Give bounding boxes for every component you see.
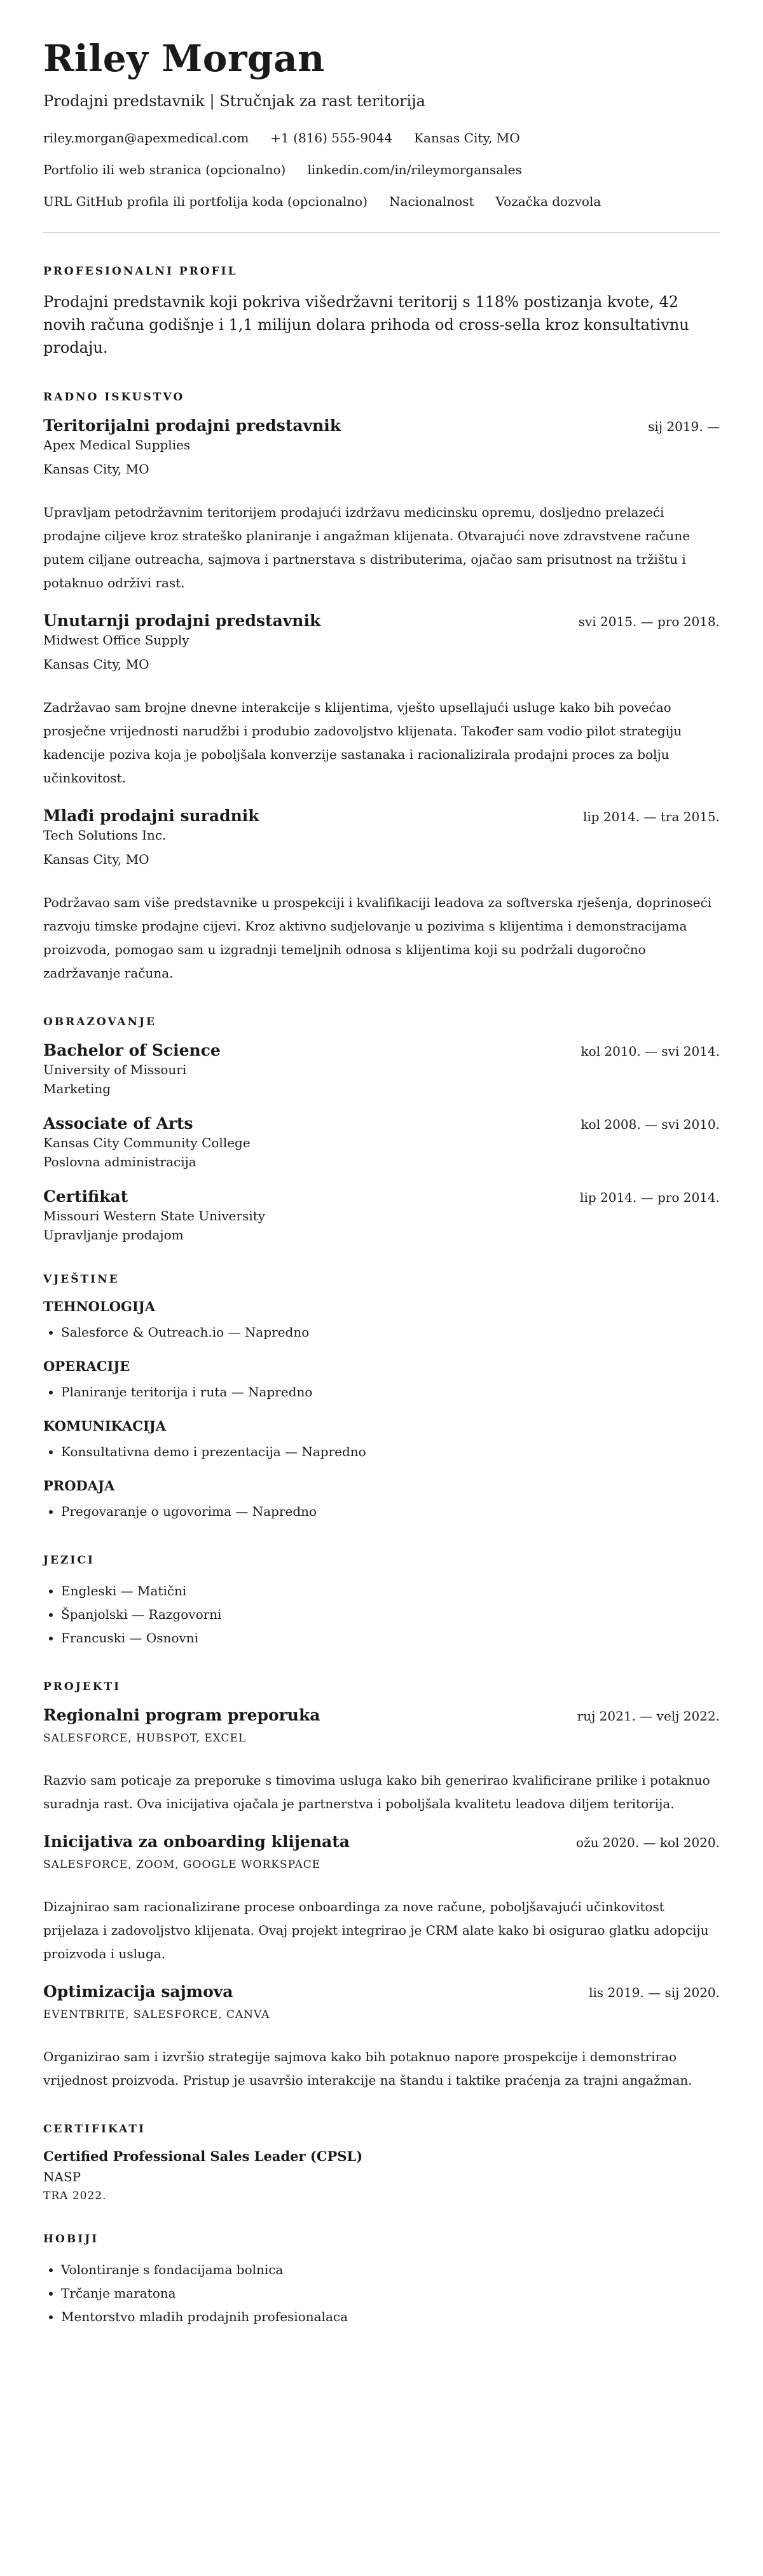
job-description: Podržavao sam više predstavnike u prospekciji i kvalifikaciji leadova za softverska rješenja, doprinoseći razvoju timske prodajne cijevi. Kroz aktivno sudjelovanje u pozivima s klijentima i demonstracijama proizvoda, pomogao sam u izgradnji temeljnih odnosa s klijentima koji su podržali dugoročno zadržavanje računa.: [43, 894, 712, 981]
section-title-experience: RADNO ISKUSTVO: [43, 390, 185, 404]
language-item: • Engleski — Matični: [61, 1579, 720, 1603]
project-entry-header: [43, 1982, 720, 2001]
skill-list: [43, 1380, 720, 1404]
projects-section: [43, 1680, 720, 2092]
project-entry-header: [43, 1706, 720, 1724]
experience-entry: [43, 416, 720, 595]
skill-list: [43, 1500, 720, 1523]
contact-row-3: [43, 194, 720, 209]
education-field: Poslovna administracija: [43, 1154, 196, 1169]
skill-item: • Salesforce & Outreach.io — Napredno: [61, 1321, 720, 1344]
skill-category-title: KOMUNIKACIJA: [43, 1417, 167, 1434]
job-date: svi 2015. — pro 2018.: [578, 613, 720, 629]
education-entry: [43, 1041, 720, 1096]
degree-title: Associate of Arts: [43, 1114, 193, 1133]
experience-entry-header: [43, 807, 720, 825]
certificate-date: TRA 2022.: [43, 2189, 107, 2202]
contact-row-1: [43, 130, 720, 146]
experience-entry: [43, 807, 720, 985]
section-title-languages: JEZICI: [43, 1553, 95, 1567]
job-title: Teritorijalni prodajni predstavnik: [43, 416, 341, 435]
education-field: Upravljanje prodajom: [43, 1227, 184, 1243]
section-title-education: OBRAZOVANJE: [43, 1015, 157, 1028]
job-date: sij 2019. —: [648, 418, 720, 434]
section-title-profile: PROFESIONALNI PROFIL: [43, 264, 238, 278]
experience-entry: [43, 611, 720, 790]
skill-item: • Konsultativna demo i prezentacija — Napredno: [61, 1440, 720, 1464]
project-tech: SALESFORCE, ZOOM, GOOGLE WORKSPACE: [43, 1858, 321, 1871]
job-location: Kansas City, MO: [43, 851, 149, 867]
education-date: kol 2010. — svi 2014.: [581, 1043, 720, 1059]
education-school: Missouri Western State University: [43, 1208, 266, 1223]
project-name: Regionalni program preporuka: [43, 1705, 320, 1724]
hobbies-section: [43, 2233, 720, 2329]
language-item: • Francuski — Osnovni: [61, 1626, 720, 1650]
education-entry-header: [43, 1114, 720, 1133]
degree-title: Certifikat: [43, 1187, 128, 1206]
experience-entry-header: [43, 611, 720, 630]
education-field: Marketing: [43, 1080, 111, 1096]
hobby-list: [43, 2258, 720, 2329]
contact-linkedin[interactable]: linkedin.com/in/rileymorgansales: [307, 161, 522, 177]
education-entry-header: [43, 1041, 720, 1060]
education-date: lip 2014. — pro 2014.: [580, 1189, 720, 1205]
section-title-hobbies: HOBIJI: [43, 2232, 99, 2245]
project-tech: EVENTBRITE, SALESFORCE, CANVA: [43, 2008, 270, 2021]
certificate-issuer: NASP: [43, 2169, 81, 2184]
contact-portfolio[interactable]: Portfolio ili web stranica (opcionalno): [43, 161, 286, 177]
project-tech: SALESFORCE, HUBSPOT, EXCEL: [43, 1731, 247, 1745]
project-date: lis 2019. — sij 2020.: [589, 1984, 720, 2000]
skill-category-title: PRODAJA: [43, 1477, 115, 1494]
education-entry: [43, 1114, 720, 1169]
contact-phone[interactable]: +1 (816) 555-9044: [270, 130, 393, 146]
skill-list: [43, 1321, 720, 1344]
section-title-skills: VJEŠTINE: [43, 1272, 120, 1286]
education-school: University of Missouri: [43, 1061, 187, 1077]
skill-list: [43, 1440, 720, 1464]
project-entry-header: [43, 1832, 720, 1851]
language-item: • Španjolski — Razgovorni: [61, 1603, 720, 1626]
education-section: [43, 1016, 720, 1243]
profile-summary: Prodajni predstavnik koji pokriva višedržavni teritorij s 118% postizanja kvote, 42 novih računa godišnje i 1,1 milijun dolara prihoda od cross-sella kroz konsultativnu prodaju.: [43, 292, 689, 357]
section-title-projects: PROJEKTI: [43, 1680, 121, 1693]
project-description: Organizirao sam i izvršio strategije sajmova kako bih potaknuo napore prospekcije i demonstrirao vrijednost proizvoda. Pristup je usavršio interakcije na štandu i taktike praćenja za trajni angažman.: [43, 2048, 692, 2088]
skill-item: • Planiranje teritorija i ruta — Napredno: [61, 1380, 720, 1404]
certificate-name: Certified Professional Sales Leader (CPSL): [43, 2148, 363, 2164]
skill-category-title: OPERACIJE: [43, 1358, 130, 1374]
project-name: Optimizacija sajmova: [43, 1982, 233, 2001]
candidate-headline: Prodajni predstavnik | Stručnjak za rast teritorija: [43, 92, 425, 110]
project-description: Dizajnirao sam racionalizirane procese onboardinga za nove račune, poboljšavajući učinkovitost prijelaza i zadovoljstvo klijenata. Ovaj projekt integrirao je CRM alate kako bi osigurao glatku adopciju proizvoda i usluga.: [43, 1898, 709, 1961]
education-entry: [43, 1187, 720, 1243]
project-name: Inicijativa za onboarding klijenata: [43, 1832, 350, 1851]
job-description: Zadržavao sam brojne dnevne interakcije s klijentima, vješto upsellajući usluge kako bih povećao prosječne vrijednosti narudžbi i produbio zadovoljstvo klijenata. Također sam vodio pilot strategiju kadencije poziva koja je poboljšala konverzije sastanaka i racionalizirala prodajni proces za bolju učinkovitost.: [43, 699, 682, 786]
resume-header: [43, 39, 720, 209]
education-school: Kansas City Community College: [43, 1135, 251, 1150]
profile-section: [43, 265, 720, 359]
contact-github[interactable]: URL GitHub profila ili portfolija koda (opcionalno): [43, 193, 368, 209]
language-list: [43, 1579, 720, 1650]
project-date: ruj 2021. — velj 2022.: [577, 1708, 720, 1724]
certificates-section: [43, 2123, 720, 2202]
experience-section: [43, 391, 720, 985]
candidate-name: Riley Morgan: [43, 37, 325, 80]
hobby-item: • Mentorstvo mladih prodajnih profesionalaca: [61, 2305, 720, 2329]
experience-entry-header: [43, 416, 720, 435]
job-location: Kansas City, MO: [43, 461, 149, 477]
skills-section: [43, 1273, 720, 1523]
section-title-certificates: CERTIFIKATI: [43, 2122, 146, 2136]
project-description: Razvio sam poticaje za preporuke s timovima usluga kako bih generirao kvalificirane prilike i potaknuo suradnja rast. Ova inicijativa ojačala je partnerstva i poboljšala kvalitetu leadova diljem teritorija.: [43, 1772, 710, 1811]
project-entry: [43, 1706, 720, 1816]
header-divider: [43, 232, 720, 233]
project-entry: [43, 1832, 720, 1966]
languages-section: [43, 1554, 720, 1650]
job-company: Midwest Office Supply: [43, 632, 189, 648]
education-date: kol 2008. — svi 2010.: [581, 1116, 720, 1132]
contact-location: Kansas City, MO: [414, 130, 520, 146]
job-location: Kansas City, MO: [43, 656, 149, 672]
job-company: Tech Solutions Inc.: [43, 827, 167, 843]
job-title: Unutarnji prodajni predstavnik: [43, 611, 321, 630]
degree-title: Bachelor of Science: [43, 1040, 221, 1060]
contact-row-2: [43, 162, 720, 177]
contact-drivers-license: Vozačka dozvola: [495, 193, 601, 209]
hobby-item: • Volontiranje s fondacijama bolnica: [61, 2258, 720, 2282]
job-title: Mlađi prodajni suradnik: [43, 806, 259, 825]
job-date: lip 2014. — tra 2015.: [582, 808, 720, 824]
skill-category-title: TEHNOLOGIJA: [43, 1298, 156, 1314]
hobby-item: • Trčanje maratona: [61, 2282, 720, 2305]
contact-email[interactable]: riley.morgan@apexmedical.com: [43, 130, 249, 146]
education-entry-header: [43, 1187, 720, 1206]
skill-item: • Pregovaranje o ugovorima — Napredno: [61, 1500, 720, 1523]
contact-nationality: Nacionalnost: [389, 193, 474, 209]
job-description: Upravljam petodržavnim teritorijem prodajući izdržavu medicinsku opremu, dosljedno prelazeći prodajne ciljeve kroz strateško planiranje i angažman klijenata. Otvarajući nove zdravstvene račune putem ciljane outreacha, sajmova i partnerstava s distributerima, ojačao sam prisutnost na tržištu i potaknuo održivi rast.: [43, 504, 691, 590]
job-company: Apex Medical Supplies: [43, 437, 191, 453]
project-date: ožu 2020. — kol 2020.: [576, 1834, 720, 1850]
project-entry: [43, 1982, 720, 2092]
